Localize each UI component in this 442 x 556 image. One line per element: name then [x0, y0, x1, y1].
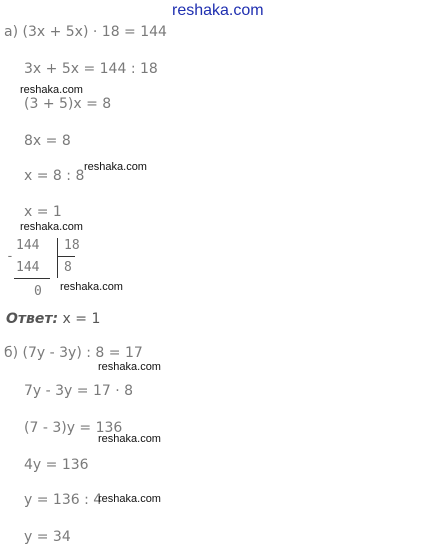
division-sign: -	[6, 249, 14, 264]
division-vertical-rule	[57, 238, 58, 278]
part-a-step-4: x = 8 : 8	[24, 168, 85, 184]
part-b-step-3: 4y = 136	[24, 457, 89, 473]
part-b-step-2: (7 - 3)y = 136	[24, 420, 123, 436]
part-a-equation: а) (3x + 5x) · 18 = 144	[4, 24, 167, 40]
division-quotient: 8	[64, 260, 72, 275]
watermark: reshaka.com	[84, 161, 147, 173]
watermark: reshaka.com	[20, 221, 83, 233]
part-a-answer	[6, 311, 100, 327]
division-divisor: 18	[64, 238, 80, 253]
part-b-step-4: y = 136 : 4	[24, 492, 103, 508]
division-subtrahend: 144	[16, 260, 40, 275]
watermark: reshaka.com	[98, 361, 161, 373]
answer-label: Ответ:	[6, 311, 59, 327]
watermark-top: reshaka.com	[172, 2, 264, 19]
part-b-step-1: 7y - 3y = 17 · 8	[24, 383, 134, 399]
watermark: reshaka.com	[98, 433, 161, 445]
part-a-step-3: 8x = 8	[24, 133, 71, 149]
division-remainder: 0	[34, 284, 42, 299]
watermark: reshaka.com	[98, 493, 161, 505]
division-divisor-rule	[57, 256, 75, 257]
watermark: reshaka.com	[20, 84, 83, 96]
part-b-step-5: y = 34	[24, 529, 71, 545]
division-dividend: 144	[16, 238, 40, 253]
part-a-step-1: 3x + 5x = 144 : 18	[24, 61, 158, 77]
part-a-step-2: (3 + 5)x = 8	[24, 96, 112, 112]
division-subtract-rule	[14, 278, 50, 279]
answer-value: x = 1	[62, 311, 101, 327]
part-b-equation: б) (7y - 3y) : 8 = 17	[4, 345, 143, 361]
part-a-step-5: x = 1	[24, 204, 62, 220]
watermark: reshaka.com	[60, 281, 123, 293]
